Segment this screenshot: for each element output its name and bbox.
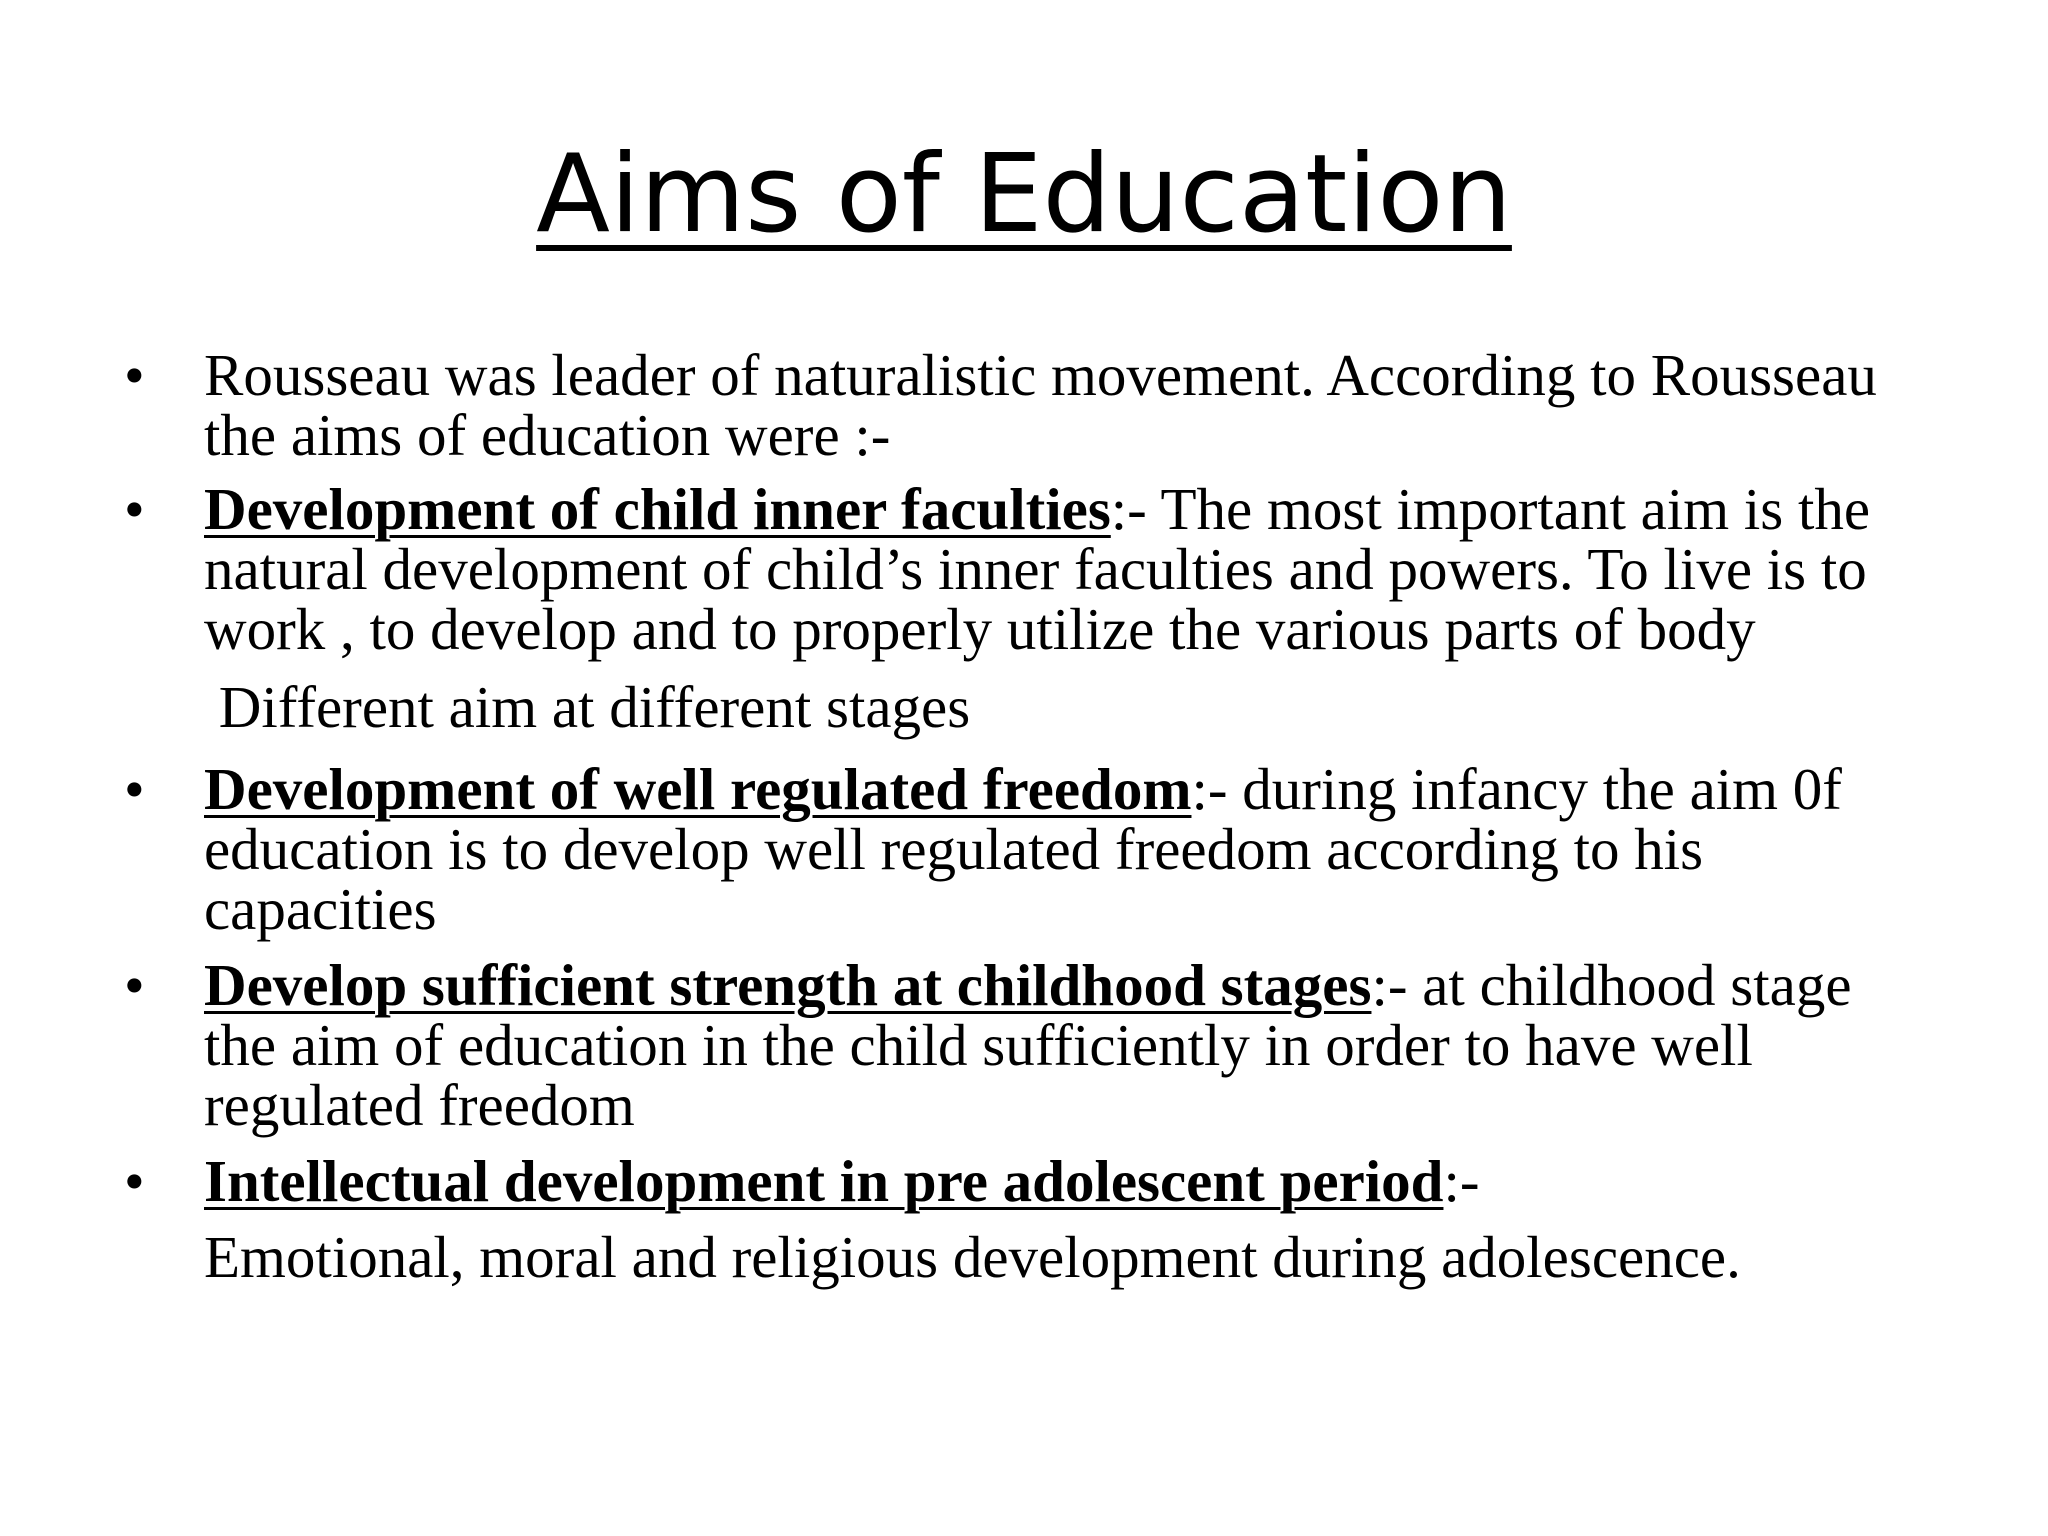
item-heading: Development of child inner faculties [204, 476, 1111, 542]
bullet-icon: • [124, 342, 145, 408]
item-text: The most important aim is the natural development of child’s inner faculties and powers. To live is to work , to develop and to properly utilize the various parts of body [204, 476, 1871, 662]
bullet-icon: • [124, 1148, 145, 1214]
list-item [120, 342, 1920, 468]
item-text: at childhood stage the aim of education in the child sufficiently in order to have well regulated freedom [204, 952, 1852, 1138]
list-item [120, 952, 1920, 1138]
item-separator: :- [1443, 1148, 1480, 1214]
list-item [120, 1148, 1920, 1214]
item-heading: Intellectual development in pre adolescent period [204, 1148, 1444, 1214]
item-separator: :- [1191, 756, 1228, 822]
slide-title-text: Aims of Education [536, 132, 1512, 257]
item-text: Rousseau was leader of naturalistic movement. According to Rousseau the aims of education were :- [204, 342, 1877, 468]
note-line [120, 1224, 1920, 1290]
bullet-icon: • [124, 952, 145, 1018]
item-separator: :- [1371, 952, 1408, 1018]
note-text: Emotional, moral and religious development during adolescence. [204, 1224, 1741, 1290]
bullet-icon: • [124, 756, 145, 822]
note-line [120, 674, 1920, 740]
item-text: during infancy the aim 0f education is to develop well regulated freedom according to his capacities [204, 756, 1842, 942]
slide-body [120, 342, 1920, 1290]
slide-title [0, 130, 2048, 260]
bullet-icon: • [124, 476, 145, 542]
item-separator: :- [1110, 476, 1147, 542]
list-item [120, 756, 1920, 942]
item-heading: Development of well regulated freedom [204, 756, 1192, 822]
item-heading: Develop sufficient strength at childhood stages [204, 952, 1372, 1018]
list-item [120, 476, 1920, 662]
note-text: Different aim at different stages [204, 674, 971, 740]
